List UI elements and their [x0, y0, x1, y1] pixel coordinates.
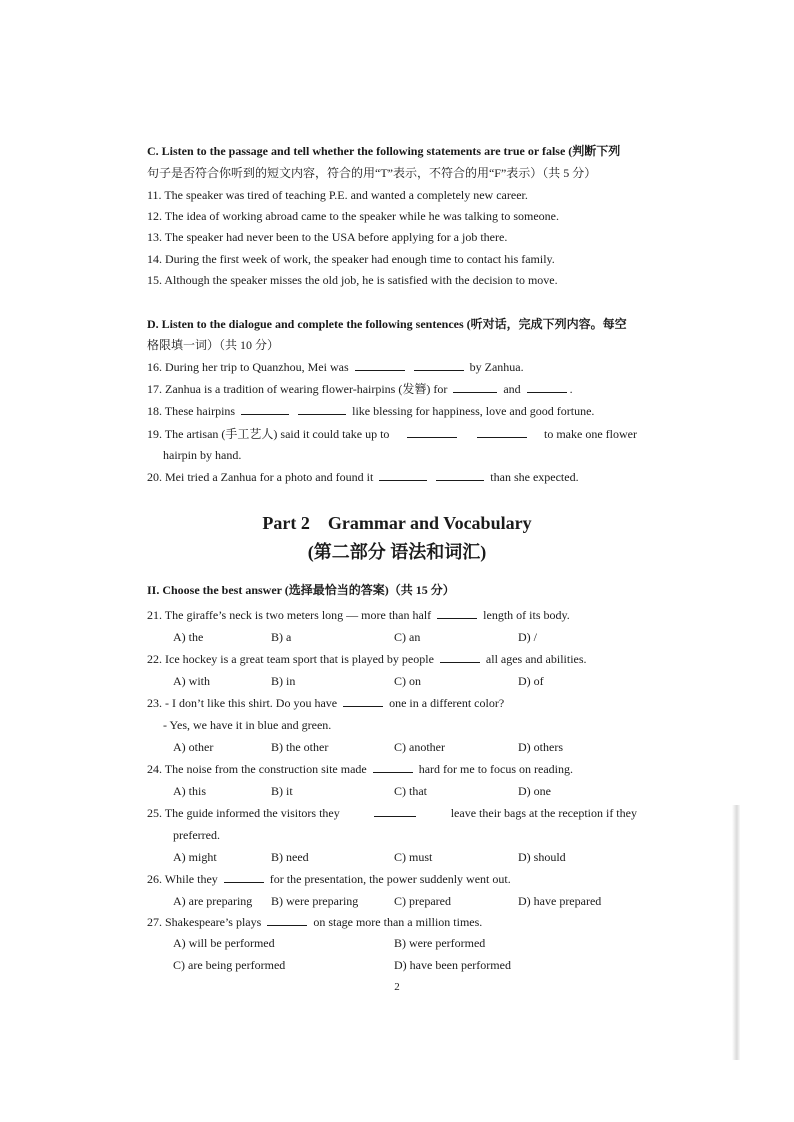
question-12: 12. The idea of working abroad came to the speaker while he was talking to someone. — [147, 209, 559, 223]
question-19 — [147, 426, 637, 442]
question-16 — [147, 359, 524, 375]
question-21 — [147, 607, 570, 623]
question-23-text-after: one in a different color? — [389, 696, 505, 710]
question-17-text-before: 17. Zanhua is a tradition of wearing flower-hairpins (发簪) for — [147, 382, 448, 396]
question-24 — [147, 761, 573, 777]
question-20 — [147, 469, 579, 485]
scan-edge-shadow — [732, 805, 740, 1060]
option-a[interactable]: A) will be performed — [173, 936, 275, 950]
answer-blank[interactable] — [267, 914, 307, 926]
answer-blank[interactable] — [241, 403, 289, 415]
option-c[interactable]: C) that — [394, 784, 427, 798]
option-a[interactable]: A) might — [173, 850, 217, 864]
question-21-text-before: 21. The giraffe’s neck is two meters long — more than half — [147, 608, 432, 622]
option-a[interactable]: A) are preparing — [173, 894, 253, 908]
option-c[interactable]: C) on — [394, 674, 421, 688]
section-ii-instruction: II. Choose the best answer (选择最恰当的答案)（共 15 分） — [147, 583, 455, 597]
question-18-text-before: 18. These hairpins — [147, 404, 236, 418]
question-20-text-before: 20. Mei tried a Zanhua for a photo and found it — [147, 470, 374, 484]
question-22-text-after: all ages and abilities. — [485, 652, 587, 666]
question-26 — [147, 871, 511, 887]
answer-blank[interactable] — [224, 871, 264, 883]
option-d[interactable]: D) of — [518, 674, 544, 688]
question-25-text-before: 25. The guide informed the visitors they — [147, 806, 340, 820]
question-24-text-before: 24. The noise from the construction site made — [147, 762, 367, 776]
option-d[interactable]: D) have prepared — [518, 894, 602, 908]
option-c[interactable]: C) another — [394, 740, 445, 754]
question-14: 14. During the first week of work, the speaker had enough time to contact his family. — [147, 252, 555, 266]
answer-blank[interactable] — [414, 359, 464, 371]
answer-blank[interactable] — [437, 607, 477, 619]
part-2-title: Part 2 Grammar and Vocabulary — [262, 513, 532, 533]
answer-blank[interactable] — [436, 469, 484, 481]
section-c-instruction-line2: 句子是否符合你听到的短文内容，符合的用“T”表示，不符合的用“F”表示）（共 5 分） — [147, 166, 597, 180]
question-23-reply: - Yes, we have it in blue and green. — [163, 718, 332, 732]
answer-blank[interactable] — [453, 381, 497, 393]
option-a[interactable]: A) other — [173, 740, 214, 754]
option-a[interactable]: A) the — [173, 630, 204, 644]
option-d[interactable]: D) others — [518, 740, 563, 754]
option-d[interactable]: D) should — [518, 850, 566, 864]
question-27-text-before: 27. Shakespeare’s plays — [147, 915, 262, 929]
option-c[interactable]: C) must — [394, 850, 433, 864]
answer-blank[interactable] — [477, 426, 527, 438]
question-25 — [147, 805, 637, 821]
question-26-text-after: for the presentation, the power suddenly went out. — [269, 872, 511, 886]
question-15: 15. Although the speaker misses the old job, he is satisfied with the decision to move. — [147, 273, 558, 287]
page-number: 2 — [394, 981, 400, 993]
question-11: 11. The speaker was tired of teaching P.E. and wanted a completely new career. — [147, 188, 528, 202]
option-c[interactable]: C) an — [394, 630, 421, 644]
question-27 — [147, 914, 482, 930]
question-22 — [147, 651, 587, 667]
question-19-text-after: to make one flower — [544, 427, 637, 441]
question-23-text-before: 23. - I don’t like this shirt. Do you have — [147, 696, 338, 710]
option-c[interactable]: C) are being performed — [173, 958, 286, 972]
question-27-text-after: on stage more than a million times. — [313, 915, 483, 929]
answer-blank[interactable] — [527, 381, 567, 393]
question-22-text-before: 22. Ice hockey is a great team sport that is played by people — [147, 652, 434, 666]
option-a[interactable]: A) with — [173, 674, 210, 688]
option-b[interactable]: B) need — [271, 850, 309, 864]
option-b[interactable]: B) a — [271, 630, 292, 644]
question-19-continuation: hairpin by hand. — [163, 448, 242, 462]
answer-blank[interactable] — [355, 359, 405, 371]
section-d-instruction-line2: 格限填一词）（共 10 分） — [147, 338, 280, 352]
option-d[interactable]: D) one — [518, 784, 551, 798]
option-b[interactable]: B) were performed — [394, 936, 486, 950]
question-24-text-after: hard for me to focus on reading. — [418, 762, 574, 776]
question-17 — [147, 381, 573, 397]
answer-blank[interactable] — [373, 761, 413, 773]
question-25-continuation: preferred. — [173, 828, 220, 842]
part-2-title-chinese: (第二部分 语法和词汇) — [307, 542, 487, 562]
option-b[interactable]: B) were preparing — [271, 894, 359, 908]
question-18 — [147, 403, 594, 419]
option-b[interactable]: B) it — [271, 784, 293, 798]
answer-blank[interactable] — [343, 695, 383, 707]
option-d[interactable]: D) have been performed — [394, 958, 511, 972]
question-17-text-mid: and — [503, 382, 521, 396]
answer-blank[interactable] — [407, 426, 457, 438]
question-21-text-after: length of its body. — [483, 608, 570, 622]
option-d[interactable]: D) / — [518, 630, 537, 644]
option-c[interactable]: C) prepared — [394, 894, 451, 908]
option-a[interactable]: A) this — [173, 784, 206, 798]
question-26-text-before: 26. While they — [147, 872, 218, 886]
question-18-text-after: like blessing for happiness, love and good fortune. — [352, 404, 595, 418]
answer-blank[interactable] — [440, 651, 480, 663]
answer-blank[interactable] — [374, 805, 416, 817]
answer-blank[interactable] — [379, 469, 427, 481]
section-d-instruction-line1: D. Listen to the dialogue and complete the following sentences (听对话，完成下列内容。每空 — [147, 317, 627, 331]
section-c-instruction-line1: C. Listen to the passage and tell whether the following statements are true or false (判断下列 — [147, 144, 621, 158]
question-13: 13. The speaker had never been to the USA before applying for a job there. — [147, 230, 508, 244]
question-16-text-before: 16. During her trip to Quanzhou, Mei was — [147, 360, 349, 374]
question-20-text-after: than she expected. — [490, 470, 579, 484]
question-23 — [147, 695, 504, 711]
option-b[interactable]: B) in — [271, 674, 296, 688]
question-19-text-before: 19. The artisan (手工艺人) said it could take up to — [147, 427, 390, 441]
question-16-text-after: by Zanhua. — [469, 360, 524, 374]
question-17-text-end: . — [569, 382, 573, 396]
question-25-text-after: leave their bags at the reception if they — [450, 806, 637, 820]
option-b[interactable]: B) the other — [271, 740, 329, 754]
answer-blank[interactable] — [298, 403, 346, 415]
